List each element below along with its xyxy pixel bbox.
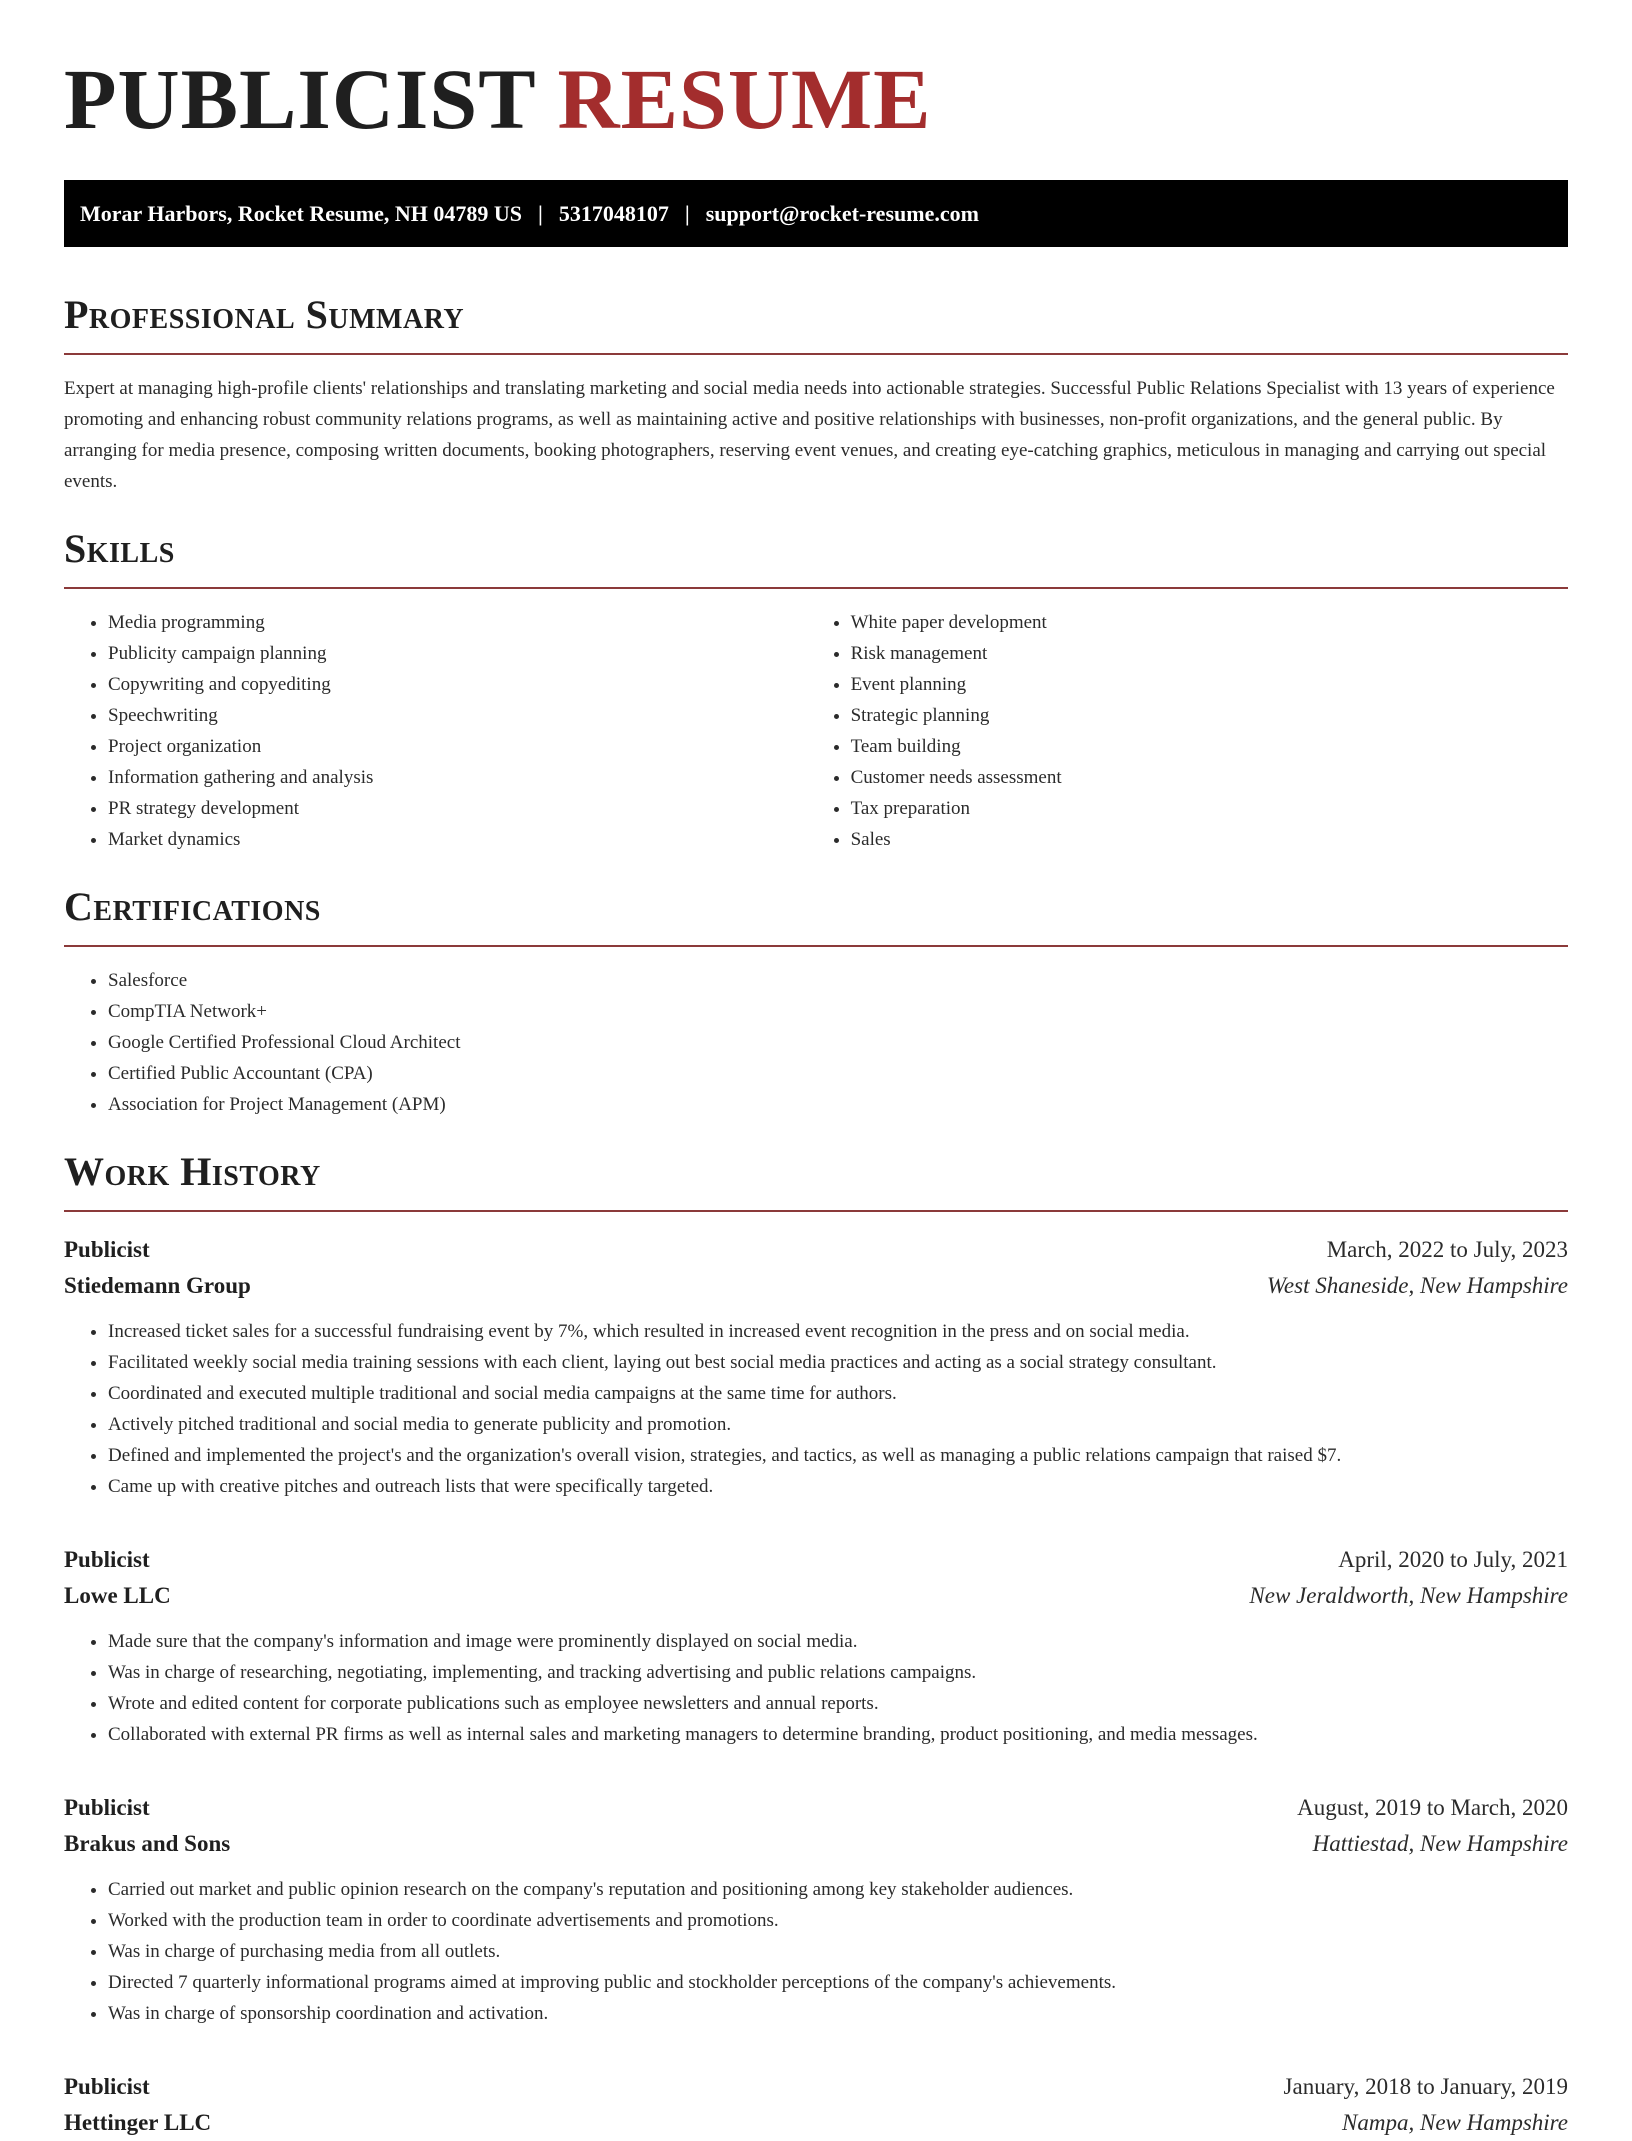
job-duties-list [64,1626,1568,1750]
job-company: Hettinger LLC [64,2110,212,2135]
job-duty-item: • Carried out market and public opinion research on the company's reputation and positioning among key stakeholder audiences. [108,1874,1568,1905]
job-header-row [64,2069,1568,2105]
job-duty-item: • Facilitated weekly social media training sessions with each client, laying out best social media practices and acting as a social strategy consultant. [108,1347,1568,1378]
section-divider [64,587,1568,589]
work-history-section [64,1148,1568,2141]
job-title: Publicist [64,1237,150,1262]
certification-item: • Salesforce [108,965,1568,996]
skills-section [64,525,1568,855]
job-dates: August, 2019 to March, 2020 [1297,1795,1568,1820]
job-company-row [64,2105,1568,2141]
job-title: Publicist [64,2074,150,2099]
work-history-heading: Work History [64,1149,321,1194]
skill-item: • Sales [851,824,1568,855]
certifications-list [64,965,1568,1120]
job-duty-item: • Was in charge of sponsorship coordination and activation. [108,1998,1568,2029]
job-duty-item: • Actively pitched traditional and social media to generate publicity and promotion. [108,1409,1568,1440]
job-duty-item: • Was in charge of purchasing media from all outlets. [108,1936,1568,1967]
job-duties-list [64,1874,1568,2029]
job-entry [64,1232,1568,1502]
certification-item: • Google Certified Professional Cloud Architect [108,1027,1568,1058]
skill-item: • Information gathering and analysis [108,762,807,793]
skill-item: • Customer needs assessment [851,762,1568,793]
skills-list-right [807,607,1568,855]
skills-list-left [64,607,807,855]
job-duties-list [64,1316,1568,1502]
section-divider [64,945,1568,947]
section-divider [64,1210,1568,1212]
job-location: West Shaneside, New Hampshire [1266,1273,1568,1298]
certifications-heading: Certifications [64,884,321,929]
job-company: Lowe LLC [64,1583,171,1608]
section-divider [64,353,1568,355]
job-dates: January, 2018 to January, 2019 [1283,2074,1568,2099]
skill-item: • Team building [851,731,1568,762]
job-header-row [64,1542,1568,1578]
job-entry [64,2069,1568,2141]
certification-item: • Certified Public Accountant (CPA) [108,1058,1568,1089]
contact-separator: | [537,200,543,226]
job-dates: April, 2020 to July, 2021 [1338,1547,1568,1572]
job-header-row [64,1790,1568,1826]
job-duty-item: • Made sure that the company's information and image were prominently displayed on social media. [108,1626,1568,1657]
title-main: PUBLICIST [64,51,536,147]
job-location: New Jeraldworth, New Hampshire [1249,1583,1568,1608]
summary-section [64,291,1568,497]
skill-item: • Media programming [108,607,807,638]
job-company: Brakus and Sons [64,1831,231,1856]
contact-separator: | [684,200,690,226]
job-duty-item: • Increased ticket sales for a successful fundraising event by 7%, which resulted in increased event recognition in the press and on social media. [108,1316,1568,1347]
job-header-row [64,1232,1568,1268]
job-company-row [64,1268,1568,1304]
job-title: Publicist [64,1795,150,1820]
job-company-row [64,1578,1568,1614]
skill-item: • Strategic planning [851,700,1568,731]
job-duty-item: • Came up with creative pitches and outreach lists that were specifically targeted. [108,1471,1568,1502]
title-accent: RESUME [557,51,932,147]
job-dates: March, 2022 to July, 2023 [1326,1237,1568,1262]
skill-item: • Project organization [108,731,807,762]
job-duty-item: • Was in charge of researching, negotiating, implementing, and tracking advertising and public relations campaigns. [108,1657,1568,1688]
skill-item: • White paper development [851,607,1568,638]
job-location: Nampa, New Hampshire [1342,2110,1568,2135]
job-duty-item: • Defined and implemented the project's and the organization's overall vision, strategies, and tactics, as well as managing a public relations campaign that raised $7. [108,1440,1568,1471]
resume-title [64,51,1568,147]
job-company-row [64,1826,1568,1862]
job-location: Hattiestad, New Hampshire [1312,1831,1568,1856]
job-company: Stiedemann Group [64,1273,251,1298]
skill-item: • Speechwriting [108,700,807,731]
job-duty-item: • Worked with the production team in order to coordinate advertisements and promotions. [108,1905,1568,1936]
skill-item: • Market dynamics [108,824,807,855]
skill-item: • Publicity campaign planning [108,638,807,669]
job-entry [64,1790,1568,2029]
contact-bar [64,180,1568,247]
summary-text: Expert at managing high-profile clients' relationships and translating marketing and social media needs into actionable strategies. Successful Public Relations Specialist with 13 years of experience promoting and enhancing robust community relations programs, as well as maintaining active and positive relationships with businesses, non-profit organizations, and the general public. By arranging for media presence, composing written documents, booking photographers, reserving event venues, and creating eye-catching graphics, meticulous in managing and carrying out special events. [64,378,1555,492]
contact-email: support@rocket-resume.com [705,200,979,226]
skills-heading: Skills [64,526,175,571]
skill-item: • Tax preparation [851,793,1568,824]
certifications-section [64,883,1568,1120]
summary-heading: Professional Summary [64,292,465,337]
job-duty-item: • Wrote and edited content for corporate publications such as employee newsletters and annual reports. [108,1688,1568,1719]
skill-item: • PR strategy development [108,793,807,824]
job-duty-item: • Collaborated with external PR firms as well as internal sales and marketing managers to determine branding, product positioning, and media messages. [108,1719,1568,1750]
job-duty-item: • Directed 7 quarterly informational programs aimed at improving public and stockholder perceptions of the company's achievements. [108,1967,1568,1998]
certification-item: • Association for Project Management (APM) [108,1089,1568,1120]
certification-item: • CompTIA Network+ [108,996,1568,1027]
job-duty-item: • Coordinated and executed multiple traditional and social media campaigns at the same time for authors. [108,1378,1568,1409]
job-entry [64,1542,1568,1750]
job-list [64,1232,1568,2141]
skill-item: • Risk management [851,638,1568,669]
skills-grid [64,607,1568,855]
job-title: Publicist [64,1547,150,1572]
contact-phone: 5317048107 [558,200,669,226]
contact-address: Morar Harbors, Rocket Resume, NH 04789 US [80,200,522,226]
skill-item: • Copywriting and copyediting [108,669,807,700]
skill-item: • Event planning [851,669,1568,700]
